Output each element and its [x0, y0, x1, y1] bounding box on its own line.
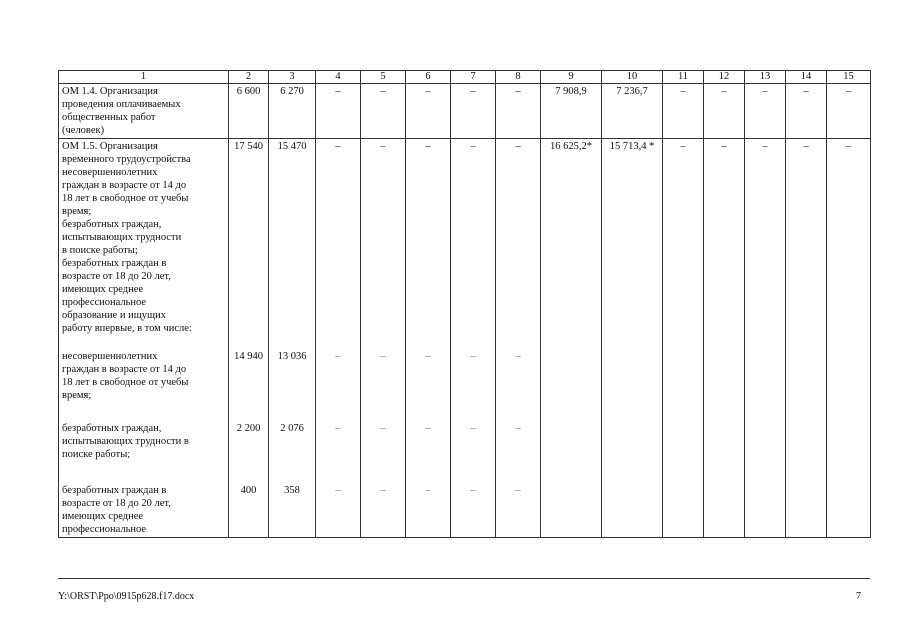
cell-value: 15 470	[277, 141, 307, 152]
cell-col-2	[229, 336, 269, 408]
cell-col-10	[602, 470, 663, 538]
cell-value: 16 625,2*	[550, 141, 592, 152]
description-line: в поиске работы;	[62, 245, 138, 256]
cell-value: –	[721, 141, 727, 152]
description-line: проведения оплачиваемых	[62, 99, 181, 110]
cell-col-5	[361, 336, 406, 408]
cell-value: –	[680, 141, 686, 152]
description-line: профессиональное	[62, 297, 147, 308]
cell-col-4	[316, 336, 361, 408]
cell-value: –	[380, 423, 386, 434]
cell-value: –	[470, 86, 476, 97]
cell-value: –	[380, 351, 386, 362]
cell-value: –	[470, 423, 476, 434]
cell-value: 15 713,4 *	[609, 141, 655, 152]
cell-value: –	[845, 86, 852, 97]
cell-col-2	[229, 408, 269, 470]
cell-value: –	[515, 86, 521, 97]
column-header-9: 9	[541, 71, 602, 84]
cell-value: –	[335, 351, 341, 362]
cell-value: 7 236,7	[616, 86, 648, 97]
description-line: общественных работ	[62, 112, 156, 123]
column-header-11: 11	[663, 71, 704, 84]
cell-col-8	[496, 470, 541, 538]
cell-col-15	[827, 408, 871, 470]
cell-value: –	[515, 351, 521, 362]
row-description	[59, 139, 229, 337]
cell-col-6	[406, 139, 451, 337]
cell-col-13	[745, 84, 786, 139]
description-line: безработных граждан в	[62, 258, 167, 269]
table-body	[59, 71, 871, 538]
cell-value: 14 940	[234, 351, 263, 362]
cell-col-15	[827, 336, 871, 408]
cell-col-10	[602, 139, 663, 337]
cell-value: –	[470, 351, 476, 362]
description-line: безработных граждан,	[62, 219, 162, 230]
cell-col-11	[663, 470, 704, 538]
cell-col-6	[406, 408, 451, 470]
cell-value: 358	[284, 485, 300, 496]
cell-col-6	[406, 336, 451, 408]
cell-col-3	[269, 336, 316, 408]
cell-value: –	[762, 141, 768, 152]
description-line: (человек)	[62, 125, 105, 136]
cell-col-9	[541, 470, 602, 538]
cell-col-5	[361, 84, 406, 139]
cell-col-11	[663, 336, 704, 408]
cell-col-4	[316, 408, 361, 470]
description-line: безработных граждан,	[62, 423, 162, 434]
cell-col-9	[541, 84, 602, 139]
cell-col-13	[745, 470, 786, 538]
cell-value: –	[335, 141, 341, 152]
cell-col-7	[451, 336, 496, 408]
column-header-5: 5	[361, 71, 406, 84]
column-header-8: 8	[496, 71, 541, 84]
cell-value: 6 270	[280, 86, 304, 97]
cell-value: –	[425, 423, 431, 434]
cell-value: –	[762, 86, 768, 97]
table-row	[59, 336, 871, 408]
cell-col-4	[316, 139, 361, 337]
cell-col-13	[745, 336, 786, 408]
cell-value: –	[335, 485, 341, 496]
cell-col-8	[496, 84, 541, 139]
cell-value: 7 908,9	[555, 86, 587, 97]
cell-col-15	[827, 470, 871, 538]
cell-value: –	[515, 141, 521, 152]
cell-col-9	[541, 336, 602, 408]
cell-col-10	[602, 84, 663, 139]
column-header-10: 10	[602, 71, 663, 84]
cell-value: –	[680, 86, 686, 97]
cell-col-15	[827, 139, 871, 337]
cell-col-3	[269, 408, 316, 470]
cell-value: 400	[240, 485, 257, 496]
cell-col-11	[663, 84, 704, 139]
cell-value: –	[425, 485, 431, 496]
cell-col-2	[229, 470, 269, 538]
cell-value: –	[380, 141, 386, 152]
cell-col-4	[316, 84, 361, 139]
cell-col-12	[704, 408, 745, 470]
header-row	[59, 71, 871, 84]
column-header-15: 15	[827, 71, 871, 84]
column-header-4: 4	[316, 71, 361, 84]
cell-value: –	[425, 141, 431, 152]
row-description	[59, 336, 229, 408]
table-row	[59, 139, 871, 337]
cell-col-6	[406, 470, 451, 538]
description-line: время;	[62, 206, 92, 217]
cell-col-15	[827, 84, 871, 139]
cell-col-4	[316, 470, 361, 538]
column-header-6: 6	[406, 71, 451, 84]
description-line: испытывающих трудности в	[62, 436, 189, 447]
cell-col-14	[786, 84, 827, 139]
cell-col-14	[786, 408, 827, 470]
description-line: несовершеннолетних	[62, 351, 158, 362]
cell-col-7	[451, 139, 496, 337]
cell-value: –	[515, 485, 521, 496]
cell-col-11	[663, 408, 704, 470]
cell-value: –	[380, 86, 386, 97]
cell-value: –	[425, 351, 431, 362]
data-table	[58, 70, 871, 538]
cell-col-5	[361, 470, 406, 538]
cell-col-11	[663, 139, 704, 337]
cell-col-12	[704, 139, 745, 337]
cell-value: –	[335, 86, 341, 97]
cell-col-7	[451, 408, 496, 470]
cell-col-6	[406, 84, 451, 139]
cell-value: 2 200	[236, 423, 261, 434]
cell-col-8	[496, 408, 541, 470]
cell-col-13	[745, 408, 786, 470]
description-line: ОМ 1.4. Организация	[62, 86, 158, 97]
cell-col-3	[269, 84, 316, 139]
cell-col-9	[541, 139, 602, 337]
cell-value: 6 600	[236, 86, 261, 97]
cell-col-5	[361, 408, 406, 470]
table-bottom-rule	[58, 578, 870, 579]
cell-value: –	[803, 141, 809, 152]
description-line: поиске работы;	[62, 449, 131, 460]
cell-value: –	[425, 86, 431, 97]
cell-value: 13 036	[277, 351, 307, 362]
cell-value: 17 540	[234, 141, 263, 152]
cell-col-8	[496, 139, 541, 337]
description-line: время;	[62, 390, 92, 401]
footer-file-path: Y:\ORST\Ppo\0915p628.f17.docx	[58, 591, 195, 602]
column-header-1: 1	[59, 71, 229, 84]
cell-value: 2 076	[280, 423, 304, 434]
row-description	[59, 470, 229, 538]
cell-col-10	[602, 336, 663, 408]
description-line: работу впервые, в том числе:	[62, 323, 192, 334]
description-line: граждан в возрасте от 14 до	[62, 364, 187, 375]
footer-page-number: 7	[856, 591, 861, 602]
cell-col-13	[745, 139, 786, 337]
description-line: 18 лет в свободное от учебы	[62, 377, 189, 388]
description-line: возрасте от 18 до 20 лет,	[62, 498, 171, 509]
row-description	[59, 84, 229, 139]
description-line: имеющих среднее	[62, 511, 144, 522]
cell-value: –	[470, 485, 476, 496]
description-line: временного трудоустройства	[62, 154, 191, 165]
table-row	[59, 408, 871, 470]
cell-col-2	[229, 139, 269, 337]
cell-col-3	[269, 139, 316, 337]
description-line: ОМ 1.5. Организация	[62, 141, 158, 152]
column-header-2: 2	[229, 71, 269, 84]
cell-col-7	[451, 84, 496, 139]
cell-value: –	[721, 86, 727, 97]
table-row	[59, 470, 871, 538]
cell-col-5	[361, 139, 406, 337]
description-line: безработных граждан в	[62, 485, 167, 496]
cell-col-2	[229, 84, 269, 139]
cell-value: –	[845, 141, 852, 152]
table-row	[59, 84, 871, 139]
description-line: испытывающих трудности	[62, 232, 182, 243]
description-line: несовершеннолетних	[62, 167, 158, 178]
description-line: профессиональное	[62, 524, 147, 535]
description-line: граждан в возрасте от 14 до	[62, 180, 187, 191]
cell-value: –	[335, 423, 341, 434]
cell-col-14	[786, 336, 827, 408]
column-header-12: 12	[704, 71, 745, 84]
description-line: имеющих среднее	[62, 284, 144, 295]
column-header-13: 13	[745, 71, 786, 84]
cell-col-12	[704, 470, 745, 538]
column-header-3: 3	[269, 71, 316, 84]
description-line: возрасте от 18 до 20 лет,	[62, 271, 171, 282]
cell-col-14	[786, 139, 827, 337]
description-line: образование и ищущих	[62, 310, 166, 321]
cell-col-3	[269, 470, 316, 538]
column-header-14: 14	[786, 71, 827, 84]
cell-value: –	[380, 485, 386, 496]
row-description	[59, 408, 229, 470]
cell-col-14	[786, 470, 827, 538]
description-line: 18 лет в свободное от учебы	[62, 193, 189, 204]
cell-value: –	[803, 86, 809, 97]
cell-col-8	[496, 336, 541, 408]
cell-col-12	[704, 84, 745, 139]
cell-col-7	[451, 470, 496, 538]
cell-col-10	[602, 408, 663, 470]
cell-col-12	[704, 336, 745, 408]
cell-value: –	[515, 423, 521, 434]
cell-col-9	[541, 408, 602, 470]
column-header-7: 7	[451, 71, 496, 84]
cell-value: –	[470, 141, 476, 152]
